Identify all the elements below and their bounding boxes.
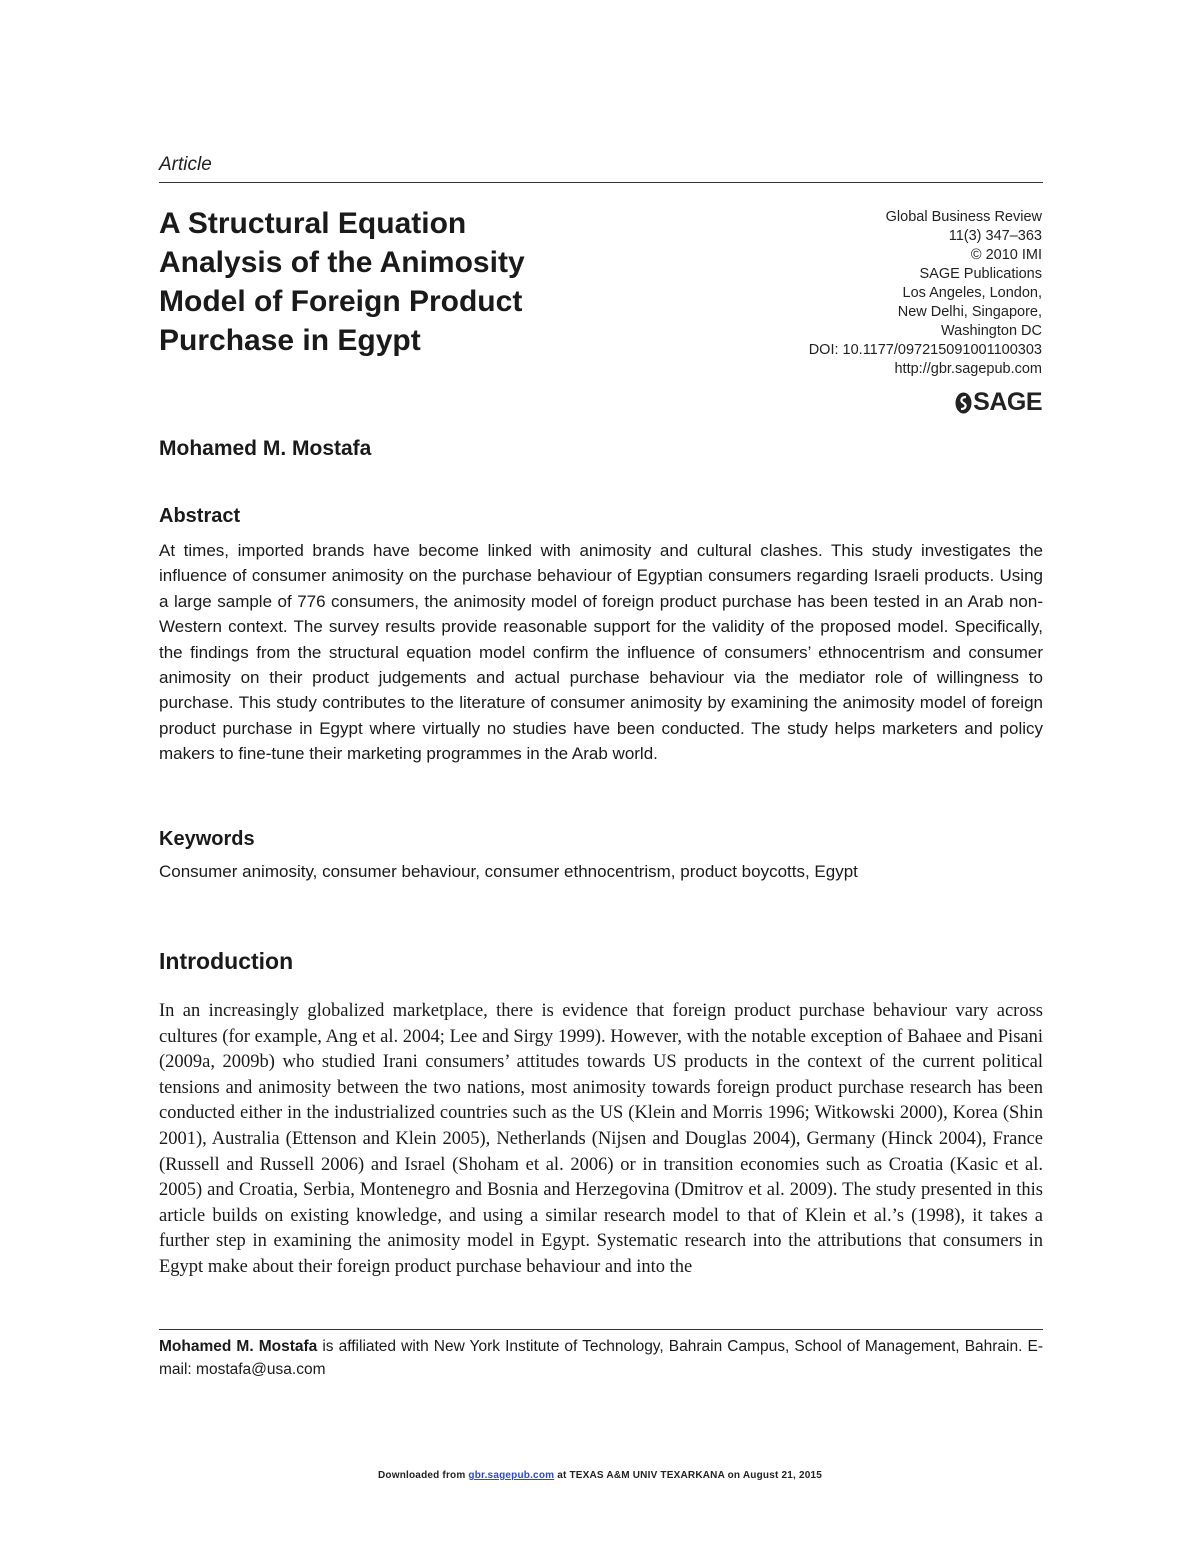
journal-url[interactable]: http://gbr.sagepub.com	[894, 361, 1042, 377]
publisher-locations: Los Angeles, London,	[902, 285, 1042, 301]
journal-publisher: SAGE Publications	[919, 266, 1042, 282]
publisher-locations: New Delhi, Singapore,	[897, 304, 1042, 320]
download-suffix: at TEXAS A&M UNIV TEXARKANA on August 21, 2015	[554, 1470, 822, 1481]
publisher-locations: Washington DC	[940, 323, 1042, 339]
article-title	[159, 204, 599, 360]
sage-logo-text: SAGE	[973, 388, 1042, 416]
journal-info	[722, 208, 1042, 379]
title-line: Model of Foreign Product	[159, 285, 523, 318]
journal-name: Global Business Review	[885, 209, 1042, 225]
footnote-rule	[159, 1329, 1043, 1330]
author-name: Mohamed M. Mostafa	[159, 437, 372, 460]
keywords-heading: Keywords	[159, 828, 255, 850]
article-type-label: Article	[159, 154, 212, 175]
keywords-text: Consumer animosity, consumer behaviour, consumer ethnocentrism, product boycotts, Egypt	[159, 862, 858, 881]
journal-copyright: © 2010 IMI	[970, 247, 1042, 263]
header-rule	[159, 182, 1043, 183]
introduction-text: In an increasingly globalized marketplace, there is evidence that foreign product purchase behaviour vary across cultures (for example, Ang et al. 2004; Lee and Sirgy 1999). However, with the notable exception of Bahaee and Pisani (2009a, 2009b) who studied Irani consumers’ attitudes towards US products in the context of the current political tensions and animosity between the two nations, most animosity towards foreign product purchase research has been conducted either in the industrialized countries such as the US (Klein and Morris 1996; Witkowski 2000), Korea (Shin 2001), Australia (Ettenson and Klein 2005), Netherlands (Nijsen and Douglas 2004), Germany (Hinck 2004), France (Russell and Russell 2006) and Israel (Shoham et al. 2006) or in transition economies such as Croatia (Kasic et al. 2005) and Croatia, Serbia, Montenegro and Bosnia and Herzegovina (Dmitrov et al. 2009). The study presented in this article builds on existing knowledge, and using a similar research model to that of Klein et al.’s (1998), it takes a further step in examining the animosity model in Egypt. Systematic research into the attributions that consumers in Egypt make about their foreign product purchase behaviour and into the	[159, 1001, 1043, 1277]
doi[interactable]: DOI: 10.1177/097215091001100303	[808, 342, 1042, 358]
footnote-author: Mohamed M. Mostafa	[159, 1338, 318, 1355]
download-link[interactable]: gbr.sagepub.com	[468, 1470, 555, 1481]
abstract-heading: Abstract	[159, 505, 241, 527]
introduction-heading: Introduction	[159, 948, 294, 974]
download-prefix: Downloaded from	[378, 1470, 469, 1481]
sage-logo	[955, 388, 1042, 417]
title-line: Purchase in Egypt	[159, 324, 421, 357]
journal-volume: 11(3) 347–363	[948, 228, 1042, 244]
sage-mark-icon	[955, 392, 972, 414]
title-line: A Structural Equation	[159, 207, 467, 240]
download-notice	[0, 1470, 1200, 1481]
footnote-text: is affiliated with New York Institute of Technology, Bahrain Campus, School of Management, Bahrain. E-mail: mostafa@usa.com	[159, 1338, 1043, 1378]
author-affiliation-footnote	[159, 1335, 1043, 1381]
title-line: Analysis of the Animosity	[159, 246, 525, 279]
abstract-text: At times, imported brands have become linked with animosity and cultural clashes. This study investigates the influence of consumer animosity on the purchase behaviour of Egyptian consumers regarding Israeli products. Using a large sample of 776 consumers, the animosity model of foreign product purchase has been tested in an Arab non-Western context. The survey results provide reasonable support for the validity of the proposed model. Specifically, the findings from the structural equation model confirm the influence of consumers’ ethnocentrism and consumer animosity on their product judgements and actual purchase behaviour via the mediator role of willingness to purchase. This study contributes to the literature of consumer animosity by examining the animosity model of foreign product purchase in Egypt where virtually no studies have been conducted. The study helps marketers and policy makers to fine-tune their marketing programmes in the Arab world.	[159, 541, 1043, 764]
